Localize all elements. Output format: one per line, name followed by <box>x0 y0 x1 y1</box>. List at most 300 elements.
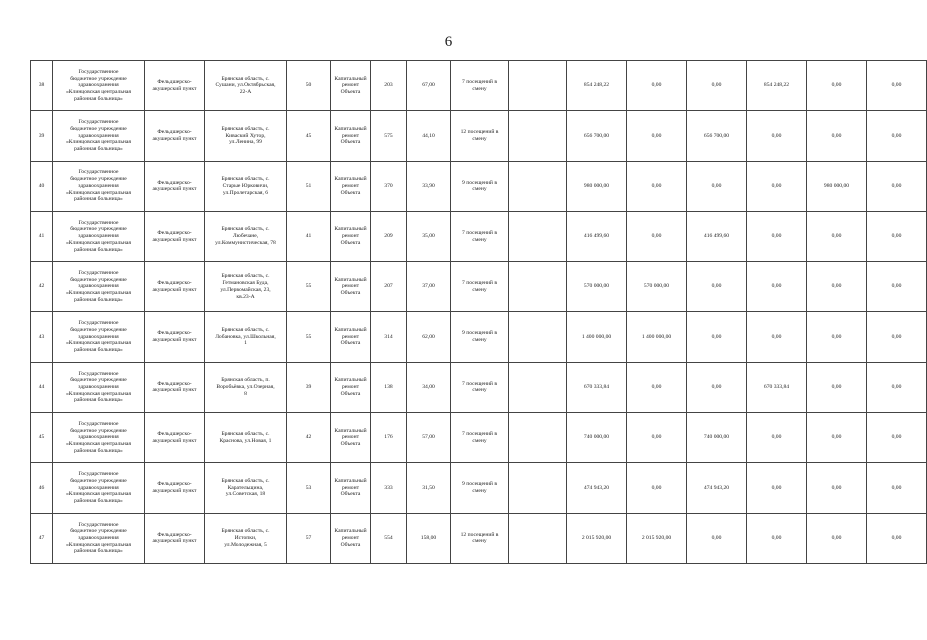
facility-type-line: акушерский пункт <box>152 488 197 495</box>
facility-address-line: Карательщина, <box>227 484 264 491</box>
facility-type-line: акушерский пункт <box>152 387 197 394</box>
amount-col-1: 0,00 <box>627 463 687 513</box>
amount-col-4: 0,00 <box>807 262 867 312</box>
row-number: 44 <box>31 362 53 412</box>
facility-address-line: ул.Коммунистическая, 78 <box>215 239 276 246</box>
amount-col-5: 0,00 <box>867 362 927 412</box>
row-number: 46 <box>31 463 53 513</box>
area-value: 207 <box>371 262 407 312</box>
visits-per-shift <box>451 513 509 563</box>
amount-col-3: 0,00 <box>747 262 807 312</box>
table-row <box>31 312 927 362</box>
work-type-line: Капитальный <box>334 528 367 535</box>
facility-address-line: 8 <box>244 390 247 397</box>
facility-address-line: Брянская область, с. <box>221 125 270 132</box>
amount-col-1: 570 000,00 <box>627 262 687 312</box>
facility-type-line: Фельдшерско- <box>157 179 192 186</box>
facility-address-line: ул.Первомайская, 23, <box>220 286 271 293</box>
institution-name-line: бюджетное учреждение <box>70 477 127 484</box>
work-type-line: Капитальный <box>334 75 367 82</box>
page-number: 6 <box>444 34 453 50</box>
institution-name-line: «Клинцовская центральная <box>66 139 131 146</box>
amount-col-4: 980 000,00 <box>807 161 867 211</box>
table-row <box>31 513 927 563</box>
row-number: 40 <box>31 161 53 211</box>
institution-name-line: здравоохранения <box>78 233 119 240</box>
facility-address <box>205 61 287 111</box>
facility-address-line: 22-А <box>239 89 252 95</box>
amount-col-3: 0,00 <box>747 211 807 261</box>
institution-name-line: «Клинцовская центральная <box>66 340 131 347</box>
facility-address-line: Брянская область, с. <box>221 327 270 334</box>
visits-per-shift-line: смену <box>472 538 487 545</box>
visits-per-shift-line: 7 посещений в <box>462 431 497 438</box>
facility-type-line: акушерский пункт <box>152 85 197 92</box>
amount-col-1: 1 400 000,00 <box>627 312 687 362</box>
total-amount: 656 700,00 <box>567 111 627 161</box>
institution-name-line: Государственное <box>78 119 119 126</box>
visits-per-shift-line: 7 посещений в <box>462 229 497 236</box>
table-row <box>31 362 927 412</box>
column-4-value: 45 <box>287 111 331 161</box>
institution-name-line: бюджетное учреждение <box>70 427 127 434</box>
empty-cell <box>509 61 567 111</box>
facility-type <box>145 463 205 513</box>
visits-per-shift-line: 9 посещений в <box>462 330 497 337</box>
institution-name-line: здравоохранения <box>78 283 119 290</box>
amount-col-2: 416 499,60 <box>687 211 747 261</box>
institution-name-line: здравоохранения <box>78 182 119 189</box>
visits-per-shift-line: смену <box>472 236 487 243</box>
total-amount: 670 333,84 <box>567 362 627 412</box>
table-row <box>31 111 927 161</box>
facility-address-line: Воробьёвка, ул.Озерная, <box>216 384 275 391</box>
facility-type-line: Фельдшерско- <box>157 229 192 236</box>
facility-type-line: Фельдшерско- <box>157 531 192 538</box>
facility-address-line: ул.Ленина, 99 <box>229 139 262 146</box>
amount-col-3: 0,00 <box>747 111 807 161</box>
total-amount: 854 248,22 <box>567 61 627 111</box>
institution-name-line: Государственное <box>78 471 119 478</box>
amount-col-1: 2 015 920,00 <box>627 513 687 563</box>
facility-type-line: акушерский пункт <box>152 337 197 344</box>
column-7-value: 57,00 <box>407 413 451 463</box>
institution-name-line: бюджетное учреждение <box>70 176 127 183</box>
visits-per-shift <box>451 463 509 513</box>
facility-address-line: Брянская область, с. <box>221 75 270 82</box>
work-type-line: Объекта <box>340 340 361 347</box>
area-value: 370 <box>371 161 407 211</box>
empty-cell <box>509 161 567 211</box>
facility-address-line: Сушани, ул.Октябрьская, <box>215 82 276 89</box>
area-value: 575 <box>371 111 407 161</box>
amount-col-5: 0,00 <box>867 161 927 211</box>
row-number: 42 <box>31 262 53 312</box>
institution-name <box>53 312 145 362</box>
work-type-line: ремонт <box>341 182 360 189</box>
work-type-line: Объекта <box>340 139 361 146</box>
facility-address-line: ул.Молодежная, 5 <box>224 541 267 548</box>
facility-type <box>145 161 205 211</box>
visits-per-shift-line: смену <box>472 135 487 142</box>
visits-per-shift-line: 12 посещений в <box>460 129 499 136</box>
work-type-line: ремонт <box>341 283 360 290</box>
institution-name-line: «Клинцовская центральная <box>66 441 131 448</box>
facility-address-line: Брянская область, с. <box>221 431 270 438</box>
amount-col-3: 0,00 <box>747 312 807 362</box>
institution-name-line: районная больница» <box>74 146 123 152</box>
facility-type <box>145 61 205 111</box>
visits-per-shift-line: 7 посещений в <box>462 78 497 85</box>
facility-type-line: Фельдшерско- <box>157 380 192 387</box>
facility-address-line: Гетмановская Буда, <box>222 280 269 287</box>
amount-col-2: 0,00 <box>687 61 747 111</box>
institution-name-line: Государственное <box>78 169 119 176</box>
area-value: 554 <box>371 513 407 563</box>
column-7-value: 44,10 <box>407 111 451 161</box>
work-type-line: Капитальный <box>334 327 367 334</box>
visits-per-shift <box>451 262 509 312</box>
work-type-line: Объекта <box>340 189 361 196</box>
work-type-line: Капитальный <box>334 125 367 132</box>
institution-name-line: «Клинцовская центральная <box>66 390 131 397</box>
amount-col-2: 656 700,00 <box>687 111 747 161</box>
facility-address-line: Истопки, <box>234 534 257 541</box>
facility-address-line: Лобановка, ул.Школьная, <box>215 333 276 340</box>
amount-col-3: 0,00 <box>747 413 807 463</box>
institution-name-line: бюджетное учреждение <box>70 276 127 283</box>
work-type-line: ремонт <box>341 534 360 541</box>
facility-address-line: Брянская область, с. <box>221 273 270 280</box>
total-amount: 2 015 920,00 <box>567 513 627 563</box>
facility-address-line: Старые Юрковичи, <box>222 182 269 189</box>
total-amount: 416 499,60 <box>567 211 627 261</box>
facility-address-line: Брянская область, с. <box>221 226 270 233</box>
facility-address-line: Краснова, ул.Новая, 1 <box>219 437 272 444</box>
work-type-line: ремонт <box>341 384 360 391</box>
facility-address <box>205 161 287 211</box>
column-4-value: 42 <box>287 413 331 463</box>
amount-col-5: 0,00 <box>867 111 927 161</box>
institution-name-line: здравоохранения <box>78 534 119 541</box>
column-7-value: 31,50 <box>407 463 451 513</box>
facility-address-line: Брянская область, с. <box>221 528 270 535</box>
work-type-line: Капитальный <box>334 176 367 183</box>
amount-col-1: 0,00 <box>627 111 687 161</box>
amount-col-3: 670 333,84 <box>747 362 807 412</box>
empty-cell <box>509 513 567 563</box>
institution-name-line: Государственное <box>78 68 119 75</box>
visits-per-shift <box>451 211 509 261</box>
facility-type <box>145 111 205 161</box>
column-7-value: 67,00 <box>407 61 451 111</box>
facility-address <box>205 312 287 362</box>
amount-col-2: 0,00 <box>687 362 747 412</box>
work-type-line: Объекта <box>340 290 361 297</box>
amount-col-5: 0,00 <box>867 413 927 463</box>
facility-address <box>205 362 287 412</box>
work-type-line: Объекта <box>340 239 361 246</box>
amount-col-5: 0,00 <box>867 312 927 362</box>
institution-name-line: районная больница» <box>74 246 123 253</box>
institution-name-line: здравоохранения <box>78 384 119 391</box>
institution-name <box>53 161 145 211</box>
facility-address-line: ул.Советская, 18 <box>225 491 266 498</box>
facility-type <box>145 312 205 362</box>
amount-col-4: 0,00 <box>807 413 867 463</box>
institution-name-line: районная больница» <box>74 347 123 354</box>
work-type <box>331 211 371 261</box>
visits-per-shift <box>451 362 509 412</box>
amount-col-2: 0,00 <box>687 513 747 563</box>
visits-per-shift-line: смену <box>472 488 487 495</box>
facility-address-line: кв.23-А <box>236 293 255 300</box>
total-amount: 570 000,00 <box>567 262 627 312</box>
table-row <box>31 61 927 111</box>
area-value: 138 <box>371 362 407 412</box>
amount-col-2: 740 000,00 <box>687 413 747 463</box>
institution-name-line: «Клинцовская центральная <box>66 239 131 246</box>
amount-col-3: 854 248,22 <box>747 61 807 111</box>
visits-per-shift <box>451 61 509 111</box>
amount-col-2: 0,00 <box>687 262 747 312</box>
empty-cell <box>509 312 567 362</box>
amount-col-3: 0,00 <box>747 513 807 563</box>
work-type-line: ремонт <box>341 333 360 340</box>
column-4-value: 50 <box>287 61 331 111</box>
amount-col-1: 0,00 <box>627 413 687 463</box>
table-row <box>31 161 927 211</box>
institution-name <box>53 463 145 513</box>
work-type <box>331 161 371 211</box>
area-value: 203 <box>371 61 407 111</box>
facility-type <box>145 513 205 563</box>
facility-type-line: Фельдшерско- <box>157 280 192 287</box>
visits-per-shift-line: 9 посещений в <box>462 179 497 186</box>
table-body <box>31 61 927 564</box>
table-row <box>31 463 927 513</box>
facility-type-line: Фельдшерско- <box>157 78 192 85</box>
visits-per-shift-line: 7 посещений в <box>462 280 497 287</box>
total-amount: 1 400 000,00 <box>567 312 627 362</box>
table-row <box>31 211 927 261</box>
institution-name-line: «Клинцовская центральная <box>66 491 131 498</box>
column-4-value: 39 <box>287 362 331 412</box>
institution-name-line: Государственное <box>78 219 119 226</box>
work-type-line: Капитальный <box>334 226 367 233</box>
facility-address-line: Брянская область, п. <box>221 377 270 384</box>
visits-per-shift-line: смену <box>472 286 487 293</box>
institution-name-line: районная больница» <box>74 95 123 102</box>
work-type-line: ремонт <box>341 82 360 89</box>
work-type <box>331 61 371 111</box>
column-7-value: 158,00 <box>407 513 451 563</box>
amount-col-5: 0,00 <box>867 513 927 563</box>
column-4-value: 55 <box>287 312 331 362</box>
amount-col-3: 0,00 <box>747 463 807 513</box>
facility-type-line: акушерский пункт <box>152 135 197 142</box>
institution-name-line: бюджетное учреждение <box>70 226 127 233</box>
facility-address-line: Брянская область, с. <box>221 176 270 183</box>
empty-cell <box>509 211 567 261</box>
facility-address <box>205 463 287 513</box>
visits-per-shift <box>451 111 509 161</box>
work-type-line: Объекта <box>340 541 361 548</box>
facility-address-line: 1 <box>244 340 247 347</box>
amount-col-2: 474 943,20 <box>687 463 747 513</box>
amount-col-4: 0,00 <box>807 111 867 161</box>
institution-name-line: бюджетное учреждение <box>70 327 127 334</box>
facility-address <box>205 211 287 261</box>
visits-per-shift <box>451 312 509 362</box>
column-7-value: 34,00 <box>407 362 451 412</box>
amount-col-4: 0,00 <box>807 61 867 111</box>
work-type-line: Объекта <box>340 491 361 498</box>
institution-name <box>53 362 145 412</box>
work-type-line: Объекта <box>340 89 361 95</box>
institution-name-line: районная больница» <box>74 397 123 404</box>
facility-type <box>145 211 205 261</box>
work-type-line: Капитальный <box>334 427 367 434</box>
area-value: 333 <box>371 463 407 513</box>
facility-address-line: ул.Пролетарская, 6 <box>222 189 269 196</box>
facility-type-line: Фельдшерско- <box>157 431 192 438</box>
work-type-line: ремонт <box>341 484 360 491</box>
institution-name <box>53 413 145 463</box>
visits-per-shift-line: смену <box>472 85 487 92</box>
amount-col-5: 0,00 <box>867 262 927 312</box>
institution-name-line: районная больница» <box>74 498 123 505</box>
area-value: 314 <box>371 312 407 362</box>
amount-col-4: 0,00 <box>807 211 867 261</box>
institution-name-line: Государственное <box>78 370 119 377</box>
facility-type <box>145 413 205 463</box>
work-type <box>331 362 371 412</box>
institution-name-line: здравоохранения <box>78 434 119 441</box>
facility-address <box>205 262 287 312</box>
institution-name-line: районная больница» <box>74 548 123 555</box>
institution-name <box>53 211 145 261</box>
amount-col-3: 0,00 <box>747 161 807 211</box>
empty-cell <box>509 262 567 312</box>
total-amount: 740 000,00 <box>567 413 627 463</box>
work-type-line: Капитальный <box>334 377 367 384</box>
work-type-line: ремонт <box>341 132 360 139</box>
institution-name <box>53 61 145 111</box>
visits-per-shift-line: смену <box>472 387 487 394</box>
amount-col-5: 0,00 <box>867 211 927 261</box>
column-7-value: 35,00 <box>407 211 451 261</box>
column-7-value: 37,00 <box>407 262 451 312</box>
empty-cell <box>509 111 567 161</box>
institution-name-line: районная больница» <box>74 447 123 454</box>
amount-col-1: 0,00 <box>627 161 687 211</box>
amount-col-2: 0,00 <box>687 161 747 211</box>
facility-type-line: Фельдшерско- <box>157 330 192 337</box>
table-row <box>31 413 927 463</box>
visits-per-shift-line: 7 посещений в <box>462 380 497 387</box>
column-4-value: 55 <box>287 262 331 312</box>
total-amount: 980 000,00 <box>567 161 627 211</box>
row-number: 43 <box>31 312 53 362</box>
area-value: 176 <box>371 413 407 463</box>
amount-col-5: 0,00 <box>867 463 927 513</box>
institution-name-line: районная больница» <box>74 196 123 203</box>
column-7-value: 62,00 <box>407 312 451 362</box>
institution-name-line: здравоохранения <box>78 132 119 139</box>
institution-name-line: здравоохранения <box>78 333 119 340</box>
facility-type-line: Фельдшерско- <box>157 129 192 136</box>
visits-per-shift-line: смену <box>472 437 487 444</box>
work-type <box>331 111 371 161</box>
facility-type <box>145 362 205 412</box>
facility-address <box>205 513 287 563</box>
amount-col-2: 0,00 <box>687 312 747 362</box>
facilities-table <box>30 60 927 564</box>
facility-address <box>205 413 287 463</box>
institution-name-line: бюджетное учреждение <box>70 125 127 132</box>
table-row <box>31 262 927 312</box>
institution-name-line: «Клинцовская центральная <box>66 89 131 95</box>
facility-type-line: акушерский пункт <box>152 538 197 545</box>
visits-per-shift <box>451 161 509 211</box>
institution-name-line: «Клинцовская центральная <box>66 541 131 548</box>
institution-name-line: здравоохранения <box>78 82 119 89</box>
column-7-value: 33,90 <box>407 161 451 211</box>
facility-address-line: Киваский Хутор, <box>225 132 266 139</box>
facility-address-line: Брянская область, с. <box>221 477 270 484</box>
row-number: 45 <box>31 413 53 463</box>
work-type-line: ремонт <box>341 434 360 441</box>
facility-address <box>205 111 287 161</box>
facility-type-line: акушерский пункт <box>152 437 197 444</box>
institution-name <box>53 513 145 563</box>
institution-name-line: районная больница» <box>74 296 123 303</box>
institution-name-line: Государственное <box>78 420 119 427</box>
amount-col-1: 0,00 <box>627 362 687 412</box>
work-type-line: Объекта <box>340 390 361 397</box>
work-type-line: Капитальный <box>334 477 367 484</box>
column-4-value: 57 <box>287 513 331 563</box>
column-4-value: 41 <box>287 211 331 261</box>
work-type-line: ремонт <box>341 233 360 240</box>
visits-per-shift <box>451 413 509 463</box>
row-number: 47 <box>31 513 53 563</box>
institution-name-line: Государственное <box>78 270 119 277</box>
facility-address-line: Любечане, <box>232 233 259 240</box>
row-number: 41 <box>31 211 53 261</box>
row-number: 38 <box>31 61 53 111</box>
visits-per-shift-line: смену <box>472 337 487 344</box>
amount-col-4: 0,00 <box>807 463 867 513</box>
institution-name-line: бюджетное учреждение <box>70 528 127 535</box>
visits-per-shift-line: 12 посещений в <box>460 531 499 538</box>
work-type <box>331 413 371 463</box>
visits-per-shift-line: смену <box>472 186 487 193</box>
amount-col-1: 0,00 <box>627 61 687 111</box>
amount-col-4: 0,00 <box>807 362 867 412</box>
amount-col-4: 0,00 <box>807 513 867 563</box>
row-number: 39 <box>31 111 53 161</box>
empty-cell <box>509 463 567 513</box>
institution-name-line: Государственное <box>78 521 119 528</box>
work-type <box>331 513 371 563</box>
facility-type-line: акушерский пункт <box>152 286 197 293</box>
total-amount: 474 943,20 <box>567 463 627 513</box>
area-value: 209 <box>371 211 407 261</box>
institution-name-line: бюджетное учреждение <box>70 377 127 384</box>
work-type <box>331 312 371 362</box>
